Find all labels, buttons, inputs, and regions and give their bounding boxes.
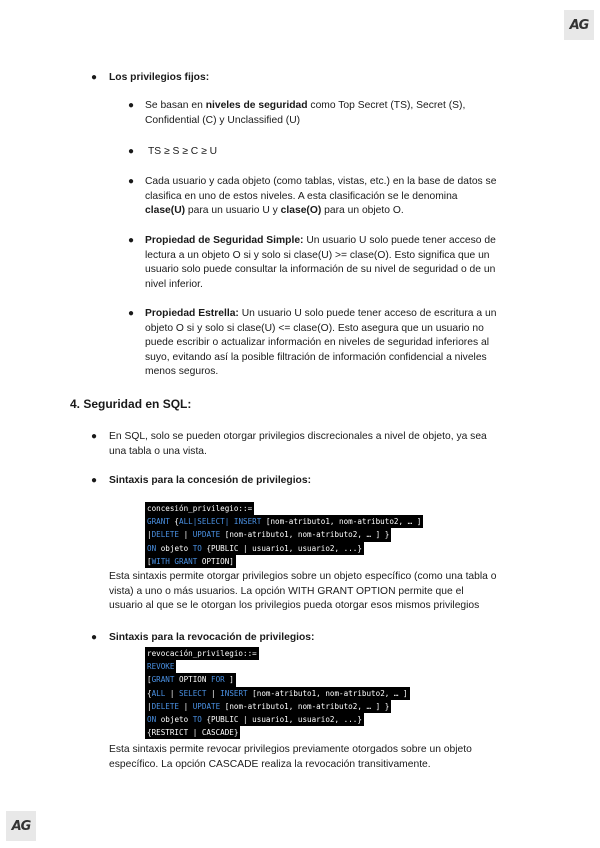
sql-intro: En SQL, solo se pueden otorgar privilegios discrecionales a nivel de objeto, ya sea una tabla o una vista. [109,431,487,457]
logo-top: AG [564,10,594,40]
bullet-dot: ● [128,176,135,187]
bullet-dot: ● [91,431,98,442]
bullet-dot: ● [128,146,135,157]
code-line: ON objeto TO {PUBLIC | usuario1, usuario2, ...} [145,542,364,555]
revoke-description: Esta sintaxis permite revocar privilegios previamente otorgados sobre un objeto específico. La opción CASCADE realiza la revocación transitivamente. [109,744,472,770]
code-line: {RESTRICT | CASCADE} [145,726,240,739]
sub-bullet-estrella: Propiedad Estrella: Un usuario U solo puede tener acceso de escritura a un objeto O si y solo si clase(U) <= clase(O). Esto asegura que un usuario no puede escribir o actualizar información en niveles de seguridad inferiores al suyo, evitando así la posible filtración de información confidencial a niveles menos seguros. [145,308,497,377]
code-line: [GRANT OPTION FOR ] [145,673,236,686]
bullet-dot: ● [128,308,135,319]
bullet-dot: ● [91,475,98,486]
grant-description: Esta sintaxis permite otorgar privilegios sobre un objeto específico (como una tabla o vista) a uno o más usuarios. La opción WITH GRANT OPTION permite que el usuario al que se le otorgan los privilegios pueda otorgar esos mismos privilegios [109,571,497,611]
sub-bullet-orden: TS ≥ S ≥ C ≥ U [148,146,218,157]
code-line: |DELETE | UPDATE [nom-atributo1, nom-atributo2, … ] } [145,700,391,713]
concesion-title: Sintaxis para la concesión de privilegios: [109,475,312,486]
code-line: GRANT {ALL|SELECT| INSERT [nom-atributo1, nom-atributo2, … ] [145,515,423,528]
code-line: concesión_privilegio::= [145,502,254,515]
grant-code-block [145,502,423,568]
code-line: ON objeto TO {PUBLIC | usuario1, usuario2, ...} [145,713,364,726]
sub-bullet-clasificacion: Cada usuario y cada objeto (como tablas, vistas, etc.) en la base de datos se clasifica en uno de estos niveles. A esta clasificación se le denomina clase(U) para un usuario U y clase(O) para un objeto O. [145,176,497,216]
sub-bullet-seguridad-simple: Propiedad de Seguridad Simple: Un usuario U solo puede tener acceso de lectura a un objeto O si y solo si clase(U) >= clase(O). Esto significa que un usuario solo puede consultar la información de su nivel de seguridad o de un nivel inferior. [145,235,496,290]
sub-bullet-niveles: Se basan en niveles de seguridad como Top Secret (TS), Secret (S), Confidential (C) y Unclassified (U) [145,100,466,126]
code-line: revocación_privilegio::= [145,647,259,660]
priv-fijos-title: Los privilegios fijos: [109,72,210,83]
code-line: [WITH GRANT OPTION] [145,555,236,568]
code-line: |DELETE | UPDATE [nom-atributo1, nom-atributo2, … ] } [145,528,391,541]
code-line: {ALL | SELECT | INSERT [nom-atributo1, nom-atributo2, … ] [145,687,410,700]
bullet-dot: ● [91,72,98,83]
logo-bottom: AG [6,811,36,841]
section-heading: 4. Seguridad en SQL: [70,397,192,411]
revoke-code-block [145,647,410,739]
bullet-dot: ● [91,632,98,643]
code-line: REVOKE [145,660,176,673]
bullet-dot: ● [128,100,135,111]
bullet-dot: ● [128,235,135,246]
revocacion-title: Sintaxis para la revocación de privilegios: [109,632,315,643]
